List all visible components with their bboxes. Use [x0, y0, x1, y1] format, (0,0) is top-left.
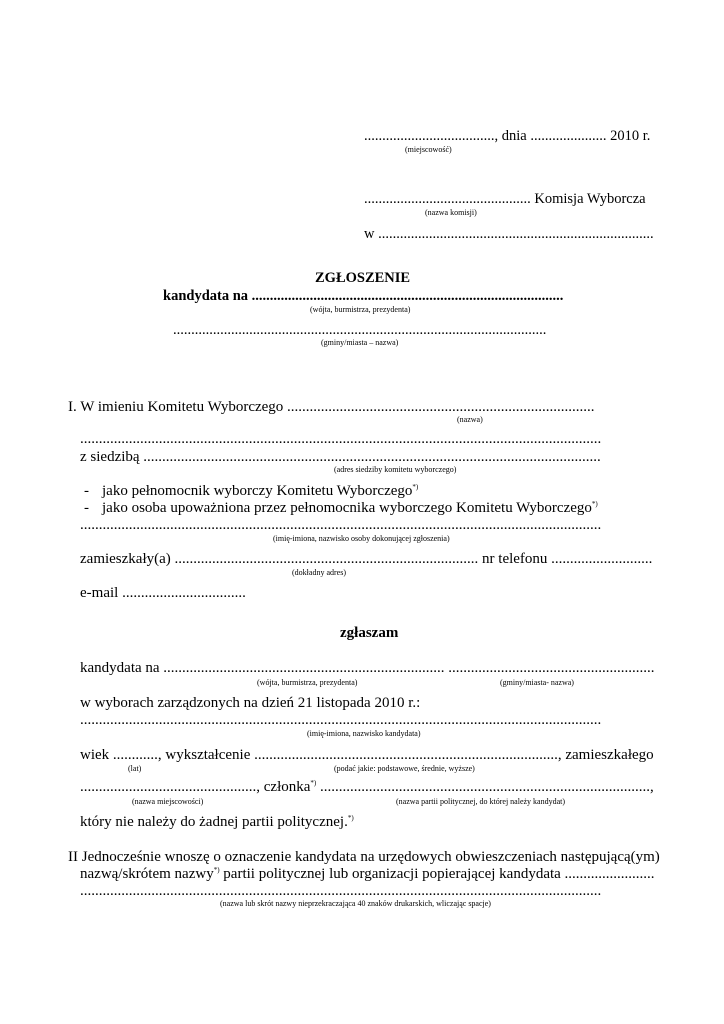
committee-dots-line: ........................................................................................................................................... — [80, 431, 602, 447]
option2-label: jako osoba upoważniona przez pełnomocnika wyborczego Komitetu Wyborczego — [102, 500, 592, 516]
email-line: e-mail ................................. — [80, 585, 246, 601]
option2-dash: - — [84, 500, 89, 516]
declare-candidate-line: kandydata na ........................................................................... ....................................................... — [80, 660, 655, 676]
form-title: ZGŁOSZENIE — [315, 270, 411, 286]
nonmember-footnote: *) — [347, 814, 354, 822]
age-caption: (lat) — [128, 764, 142, 773]
section2-line1: II Jednocześnie wnoszę o oznaczenie kandydata na urzędowych obwieszczeniach następującą(ym) — [68, 849, 660, 865]
in-line: w ............................................................................ — [364, 226, 654, 242]
section2-line2-start: nazwą/skrótem nazwy — [80, 866, 214, 882]
declare-heading: zgłaszam — [340, 625, 399, 641]
education-caption: (podać jakie: podstawowe, średnie, wyższe) — [334, 764, 475, 773]
section2-line2-end: partii politycznej lub organizacji popierającej kandydata ........................ — [219, 866, 655, 882]
candidate-name-line: ........................................................................................................................................... — [80, 712, 602, 728]
commission-line: .............................................. Komisja Wyborcza — [364, 191, 646, 207]
section2-footnote: *) — [213, 866, 220, 874]
commune-line: ....................................................................................................... — [173, 322, 547, 338]
office-caption: (wójta, burmistrza, prezydenta) — [310, 305, 411, 314]
declare-office-caption: (wójta, burmistrza, prezydenta) — [257, 678, 358, 687]
member-party-caption: (nazwa partii politycznej, do której należy kandydat) — [396, 797, 566, 806]
nonmember-line — [80, 815, 354, 830]
age-education-line: wiek ............, wykształcenie ................................................................................., zamieszkałego — [80, 747, 654, 763]
elections-line: w wyborach zarządzonych na dzień 21 listopada 2010 r.: — [80, 695, 421, 711]
committee-caption: (nazwa) — [457, 415, 483, 424]
candidate-name-caption: (imię-imiona, nazwisko kandydata) — [307, 729, 421, 738]
option1-text — [102, 484, 418, 499]
section2-line2 — [80, 867, 655, 882]
option1-label: jako pełnomocnik wyborczy Komitetu Wyborczego — [102, 483, 413, 499]
commission-caption: (nazwa komisji) — [425, 208, 477, 217]
committee-line: I. W imieniu Komitetu Wyborczego .................................................................................. — [68, 399, 595, 415]
declare-commune-caption: (gminy/miasta- nazwa) — [500, 678, 574, 687]
person-line: ........................................................................................................................................... — [80, 517, 602, 533]
commune-caption: (gminy/miasta – nazwa) — [321, 338, 399, 347]
residence-caption: (dokładny adres) — [292, 568, 346, 577]
place-caption: (miejscowość) — [405, 145, 452, 154]
option1-dash: - — [84, 483, 89, 499]
nonmember-label: który nie należy do żadnej partii politycznej. — [80, 814, 348, 830]
member-line-end: ........................................................................................, — [316, 779, 654, 795]
option2-text — [102, 501, 598, 516]
member-line-start: ..............................................., członka — [80, 779, 311, 795]
section2-caption: (nazwa lub skrót nazwy nieprzekraczająca 40 znaków drukarskich, wliczając spacje) — [220, 899, 491, 908]
residence-line: zamieszkały(a) ................................................................................. nr telefonu ........................... — [80, 551, 653, 567]
seat-caption: (adres siedziby komitetu wyborczego) — [334, 465, 457, 474]
candidate-for-line: kandydata na ...................................................................................... — [163, 288, 564, 304]
member-footnote: *) — [310, 779, 317, 787]
option1-footnote: *) — [412, 483, 419, 491]
seat-line: z siedzibą .......................................................................................................................... — [80, 449, 601, 465]
person-caption: (imię-imiona, nazwisko osoby dokonującej zgłoszenia) — [273, 534, 450, 543]
member-line — [80, 780, 654, 795]
member-place-caption: (nazwa miejscowości) — [132, 797, 204, 806]
place-date-line: ...................................., dnia ..................... 2010 r. — [364, 128, 651, 144]
option2-footnote: *) — [591, 500, 598, 508]
section2-dots-line: ........................................................................................................................................... — [80, 883, 602, 899]
